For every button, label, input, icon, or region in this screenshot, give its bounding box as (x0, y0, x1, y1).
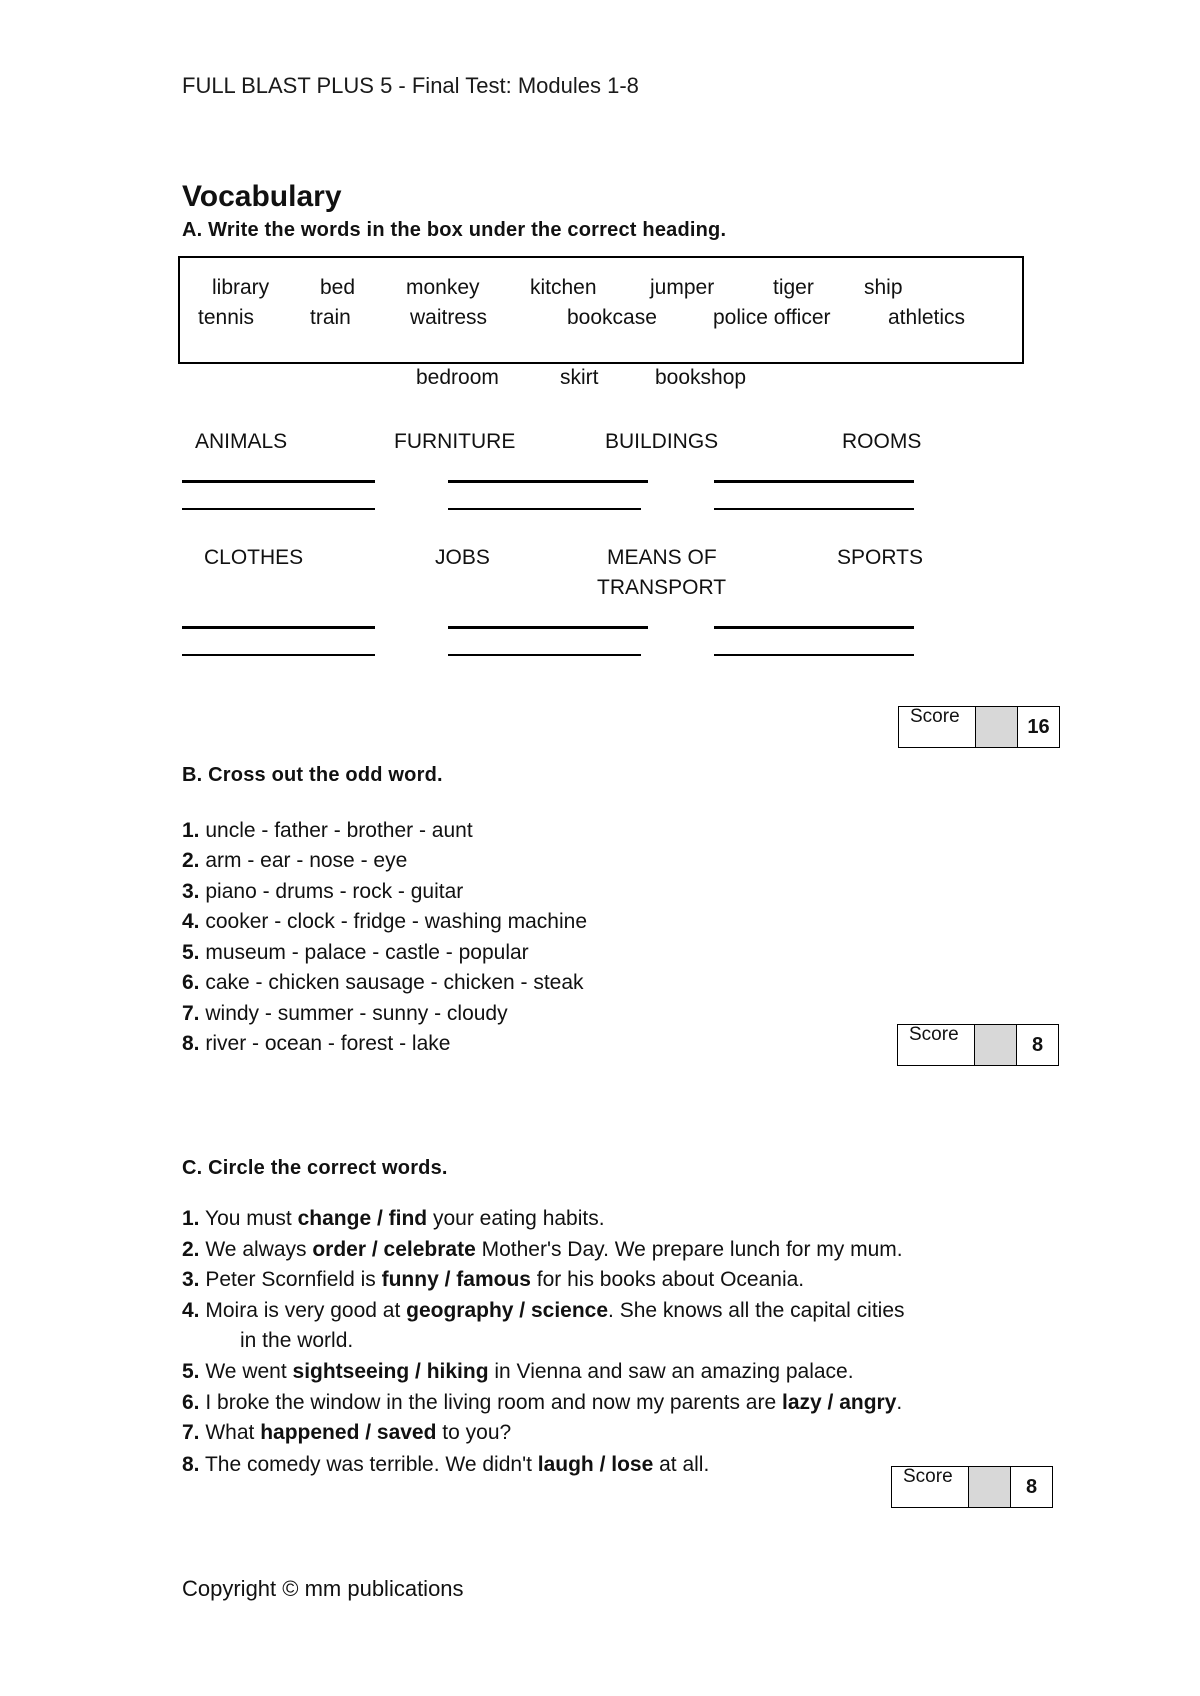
section-title: Vocabulary (182, 180, 342, 213)
word-box-word: kitchen (530, 276, 597, 299)
answer-line[interactable] (448, 508, 641, 510)
word-box-word: library (212, 276, 270, 299)
word-box (178, 256, 1024, 364)
word-box-word: bookcase (567, 306, 657, 329)
heading-rooms: ROOMS (842, 430, 922, 453)
part-b-instruction: B. Cross out the odd word. (182, 764, 443, 786)
heading-furniture: FURNITURE (394, 430, 516, 453)
word-box-word: train (310, 306, 351, 329)
list-item: 3. piano - drums - rock - guitar (182, 880, 464, 903)
footer-copyright: Copyright © mm publications (182, 1576, 464, 1601)
word-box-word: monkey (406, 276, 480, 299)
score-entry[interactable] (975, 1025, 1017, 1065)
list-item: 8. river - ocean - forest - lake (182, 1032, 451, 1055)
score-box-b (897, 1024, 1059, 1066)
word-box-word: bed (320, 276, 356, 299)
heading-means-of: MEANS OF (607, 546, 717, 569)
score-entry[interactable] (976, 707, 1018, 747)
heading-transport: TRANSPORT (597, 576, 727, 599)
heading-clothes: CLOTHES (204, 546, 304, 569)
word-box-word: waitress (410, 306, 488, 329)
list-item: 8. The comedy was terrible. We didn't laugh / lose at all. (182, 1453, 710, 1476)
extra-word: skirt (560, 366, 599, 389)
heading-animals: ANIMALS (195, 430, 288, 453)
list-item: 2. arm - ear - nose - eye (182, 849, 408, 872)
score-label: Score (892, 1467, 969, 1507)
list-item: 5. We went sightseeing / hiking in Vienna and saw an amazing palace. (182, 1360, 854, 1383)
answer-line[interactable] (448, 480, 648, 483)
part-a-instruction: A. Write the words in the box under the correct heading. (182, 219, 727, 241)
score-total: 8 (1031, 1033, 1044, 1056)
list-item-continuation: in the world. (240, 1329, 354, 1352)
heading-jobs: JOBS (435, 546, 490, 569)
word-box-word: police officer (713, 306, 831, 329)
list-item: 1. uncle - father - brother - aunt (182, 819, 473, 842)
list-item: 6. cake - chicken sausage - chicken - steak (182, 971, 584, 994)
list-item: 3. Peter Scornfield is funny / famous for his books about Oceania. (182, 1268, 805, 1291)
list-item: 4. cooker - clock - fridge - washing machine (182, 910, 588, 933)
part-c-instruction: C. Circle the correct words. (182, 1157, 448, 1179)
answer-line[interactable] (182, 480, 375, 483)
page-header: FULL BLAST PLUS 5 - Final Test: Modules 1-8 (182, 73, 639, 98)
answer-line[interactable] (714, 626, 914, 629)
answer-line[interactable] (182, 654, 375, 656)
answer-line[interactable] (714, 480, 914, 483)
list-item: 7. windy - summer - sunny - cloudy (182, 1002, 508, 1025)
answer-line[interactable] (714, 508, 914, 510)
score-total: 8 (1025, 1475, 1038, 1498)
word-box-word: ship (864, 276, 903, 299)
heading-buildings: BUILDINGS (605, 430, 719, 453)
score-label: Score (898, 1025, 975, 1065)
list-item: 4. Moira is very good at geography / science. She knows all the capital cities (182, 1299, 905, 1322)
word-box-word: tiger (773, 276, 814, 299)
score-box-c (891, 1466, 1053, 1508)
answer-line[interactable] (182, 508, 375, 510)
extra-word: bedroom (416, 366, 499, 389)
word-box-word: jumper (650, 276, 715, 299)
answer-line[interactable] (182, 626, 375, 629)
extra-word: bookshop (655, 366, 747, 389)
list-item: 1. You must change / find your eating habits. (182, 1207, 605, 1230)
list-item: 6. I broke the window in the living room and now my parents are lazy / angry. (182, 1391, 903, 1414)
score-label: Score (899, 707, 976, 747)
score-box-a (898, 706, 1060, 748)
word-box-word: athletics (888, 306, 966, 329)
answer-line[interactable] (448, 626, 648, 629)
score-entry[interactable] (969, 1467, 1011, 1507)
word-box-word: tennis (198, 306, 255, 329)
heading-sports: SPORTS (837, 546, 923, 569)
score-total: 16 (1027, 715, 1050, 738)
answer-line[interactable] (714, 654, 914, 656)
list-item: 2. We always order / celebrate Mother's Day. We prepare lunch for my mum. (182, 1238, 903, 1261)
answer-line[interactable] (448, 654, 641, 656)
list-item: 7. What happened / saved to you? (182, 1421, 512, 1444)
list-item: 5. museum - palace - castle - popular (182, 941, 529, 964)
